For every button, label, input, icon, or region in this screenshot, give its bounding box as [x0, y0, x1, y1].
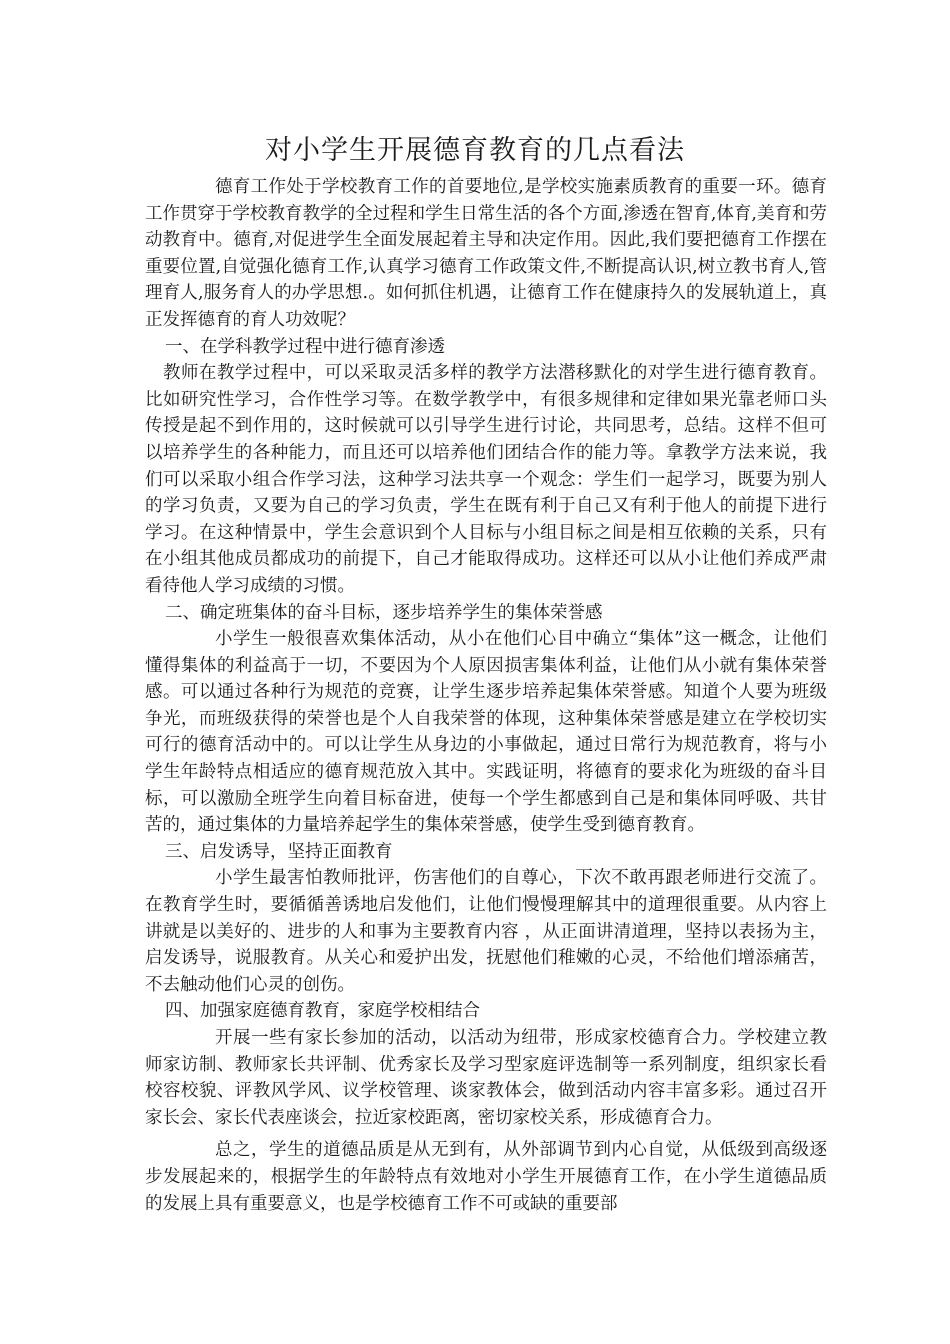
- section-paragraph-4: 开展一些有家长参加的活动，以活动为纽带，形成家校德育合力。学校建立教师家访制、教师家长共评制、优秀家长及学习型家庭评选制等一系列制度，组织家长看校容校貌、评教风学风、议学校管理、谈家教体会，做到活动内容丰富多彩。通过召开家长会、家长代表座谈会，拉近家校距离，密切家校关系，形成德育合力。: [145, 1028, 827, 1128]
- conclusion-paragraph: 总之，学生的道德品质是从无到有，从外部调节到内心自觉，从低级到高级逐步发展起来的，根据学生的年龄特点有效地对小学生开展德育工作，在小学生道德品质的发展上具有重要意义，也是学校德育工作不可或缺的重要部: [145, 1140, 827, 1214]
- section-paragraph-1: 教师在教学过程中，可以采取灵活多样的教学方法潜移默化的对学生进行德育教育。比如研究性学习，合作性学习等。在数学教学中，有很多规律和定律如果光靠老师口头传授是起不到作用的，这时候就可以引导学生进行讨论，共同思考，总结。这样不但可以培养学生的各种能力，而且还可以培养他们团结合作的能力等。拿教学方法来说，我们可以采取小组合作学习法，这种学习法共享一个观念：学生们一起学习，既要为别人的学习负责，又要为自己的学习负责，学生在既有利于自己又有利于他人的前提下进行学习。在这种情景中，学生会意识到个人目标与小组目标之间是相互依赖的关系，只有在小组其他成员都成功的前提下，自己才能取得成功。这样还可以从小让他们养成严肃看待他人学习成绩的习惯。: [145, 363, 827, 596]
- section-heading-2: 二、确定班集体的奋斗目标，逐步培养学生的集体荣誉感: [165, 602, 603, 623]
- document-title: 对小学生开展德育教育的几点看法: [265, 135, 685, 166]
- intro-paragraph: 德育工作处于学校教育工作的首要地位,是学校实施素质教育的重要一环。德育工作贯穿于学校教育教学的全过程和学生日常生活的各个方面,渗透在智育,体育,美育和劳动教育中。德育,对促进学生全面发展起着主导和决定作用。因此,我们要把德育工作摆在重要位置,自觉强化德育工作,认真学习德育工作政策文件,不断提高认识,树立教书育人,管理育人,服务育人的办学思想.。如何抓住机遇，让德育工作在健康持久的发展轨道上，真正发挥德育的育人功效呢？: [145, 177, 827, 330]
- section-paragraph-2: 小学生一般很喜欢集体活动，从小在他们心目中确立“集体”这一概念，让他们懂得集体的利益高于一切，不要因为个人原因损害集体利益，让他们从小就有集体荣誉感。可以通过各种行为规范的竞赛，让学生逐步培养起集体荣誉感。知道个人要为班级争光，而班级获得的荣誉也是个人自我荣誉的体现，这种集体荣誉感是建立在学校切实可行的德育活动中的。可以让学生从身边的小事做起，通过日常行为规范教育，将与小学生年龄特点相适应的德育规范放入其中。实践证明，将德育的要求化为班级的奋斗目标，可以激励全班学生向着目标奋进，使每一个学生都感到自己是和集体同呼吸、共甘苦的，通过集体的力量培养起学生的集体荣誉感，使学生受到德育教育。: [145, 629, 827, 836]
- section-heading-3: 三、启发诱导，坚持正面教育: [165, 841, 393, 862]
- section-heading-4: 四、加强家庭德育教育，家庭学校相结合: [165, 1001, 480, 1022]
- section-paragraph-3: 小学生最害怕教师批评，伤害他们的自尊心，下次不敢再跟老师进行交流了。在教育学生时，要循循善诱地启发他们，让他们慢慢理解其中的道理很重要。从内容上讲就是以美好的、进步的人和事为主要教育内容 ，从正面讲清道理，坚持以表扬为主，启发诱导，说服教育。从关心和爱护出发，抚慰他们稚嫩的心灵，不给他们增添痛苦，不去触动他们心灵的创伤。: [145, 868, 827, 995]
- document-body: [145, 174, 827, 1217]
- section-heading-1: 一、在学科教学过程中进行德育渗透: [165, 336, 445, 357]
